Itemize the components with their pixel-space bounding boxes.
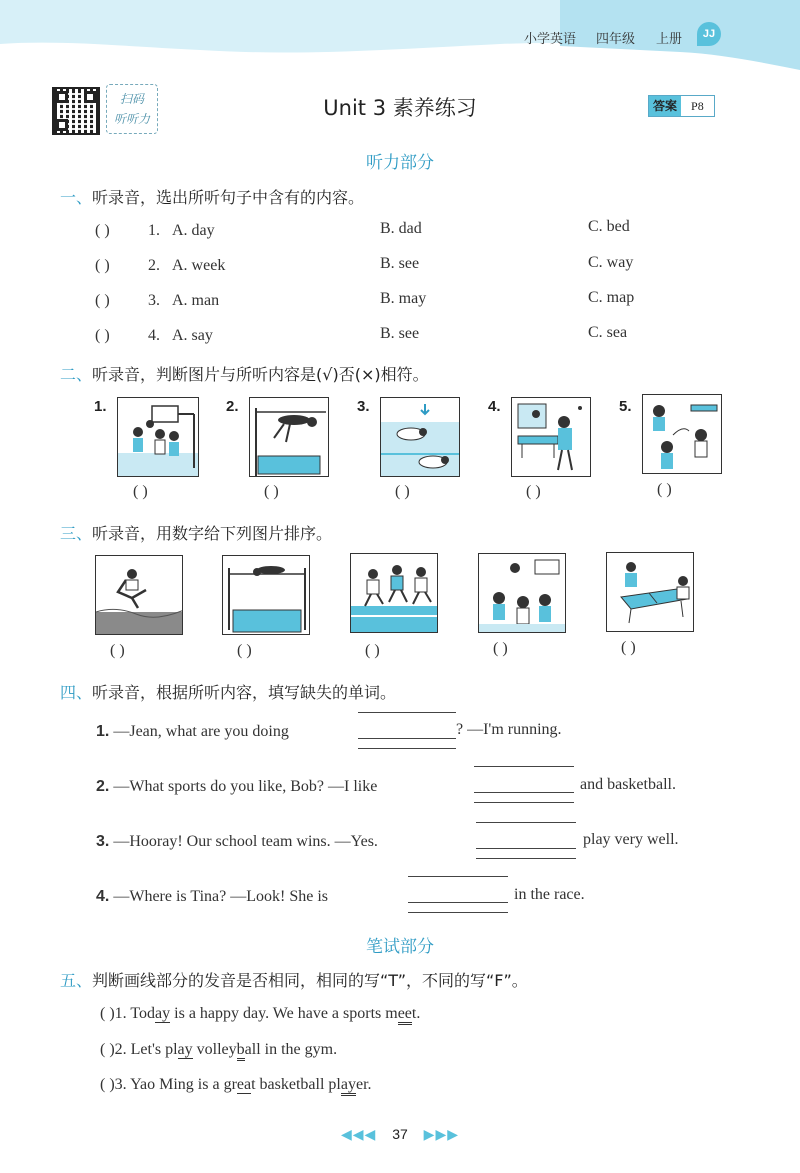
write-line[interactable] — [408, 902, 508, 903]
sentence — [96, 888, 328, 906]
answer-blank[interactable]: ( ) — [395, 483, 410, 500]
text-part: Let's pl — [130, 1041, 178, 1058]
guide-line — [476, 822, 576, 823]
running-picture — [350, 553, 438, 633]
answer-blank[interactable]: ( ) — [621, 639, 636, 656]
underlined-part: b — [237, 1041, 245, 1061]
underlined-part: ay — [155, 1005, 171, 1022]
answer-blank[interactable]: ( ) — [100, 1005, 115, 1022]
answer-blank[interactable]: ( ) — [133, 483, 148, 500]
q5-item — [100, 1041, 337, 1059]
sentence — [96, 723, 289, 741]
answer-blank[interactable]: ( ) — [100, 1041, 115, 1058]
guide-line — [476, 858, 576, 859]
guide-line — [408, 876, 508, 877]
option-a: A. day — [172, 222, 215, 239]
q5-text: 判断画线部分的发音是否相同，相同的写“T”，不同的写“F”。 — [92, 971, 528, 990]
picture-number: 2. — [226, 398, 239, 415]
table-tennis-picture — [511, 397, 591, 477]
option-b: B. dad — [380, 220, 422, 237]
q5-num: 五、 — [60, 971, 93, 990]
answer-blank[interactable]: ( ) — [493, 640, 508, 657]
sentence-after: in the race. — [514, 886, 585, 903]
q5-item — [100, 1005, 420, 1023]
ping-pong-picture — [642, 394, 722, 474]
sentence-after: and basketball. — [580, 776, 676, 793]
sentence-after: play very well. — [583, 831, 679, 848]
header-grade: 四年级 — [596, 32, 636, 47]
picture-number: 1. — [94, 398, 107, 415]
underlined-part: ee — [398, 1005, 412, 1025]
basketball-picture — [478, 553, 566, 633]
q1-heading — [60, 185, 364, 208]
answer-blank[interactable]: ( ) — [110, 642, 125, 659]
item-number: 2. — [148, 257, 160, 274]
text-part: t basketball pl — [251, 1076, 341, 1093]
item-number: 3. — [148, 292, 160, 309]
text-part: Yao Ming is a gr — [130, 1076, 237, 1093]
option-c: C. way — [588, 254, 634, 271]
underlined-part: ay — [177, 1041, 193, 1058]
sentence-before: —Hooray! Our school team wins. —Yes. — [113, 833, 378, 850]
table-tennis-picture — [606, 552, 694, 632]
q1-text: 听录音，选出所听句子中含有的内容。 — [92, 188, 365, 207]
item-number: 1. — [96, 723, 110, 740]
basketball-picture — [117, 397, 199, 477]
sentence-before: —What sports do you like, Bob? —I like — [113, 778, 378, 795]
guide-line — [474, 802, 574, 803]
q2-heading — [60, 362, 429, 385]
page-footer — [0, 1126, 800, 1143]
picture-number: 4. — [488, 398, 501, 415]
high-jump-picture — [222, 555, 310, 635]
option-c: C. bed — [588, 218, 630, 235]
write-line[interactable] — [358, 738, 456, 739]
q5-item — [100, 1076, 372, 1094]
option-a: A. man — [172, 292, 220, 309]
answer-blank[interactable]: ( ) — [264, 483, 279, 500]
answer-blank[interactable]: ( ) — [365, 642, 380, 659]
item-number: 3. — [114, 1076, 127, 1093]
q3-heading — [60, 521, 332, 544]
underlined-part: ay — [341, 1076, 356, 1096]
sentence — [96, 833, 378, 851]
long-jump-picture — [95, 555, 183, 635]
text-part: Tod — [130, 1005, 156, 1022]
text-part: is a happy day. We have a sports m — [170, 1005, 398, 1022]
answer-blank[interactable]: ( ) — [100, 1076, 115, 1093]
option-a: A. week — [172, 257, 226, 274]
option-c: C. map — [588, 289, 635, 306]
scan-line-1: 扫码 — [119, 92, 144, 106]
header-badge: JJ — [697, 22, 721, 46]
option-a: A. say — [172, 327, 213, 344]
page-number: 37 — [392, 1126, 408, 1142]
q5-heading — [60, 968, 528, 991]
write-line[interactable] — [474, 792, 574, 793]
item-number: 1. — [148, 222, 160, 239]
answer-blank[interactable]: ( ) — [95, 292, 110, 309]
answer-blank[interactable]: ( ) — [95, 222, 110, 239]
sentence-before: —Where is Tina? —Look! She is — [113, 888, 328, 905]
answer-blank[interactable]: ( ) — [95, 257, 110, 274]
picture-number: 3. — [357, 398, 370, 415]
text-part: er. — [355, 1076, 372, 1093]
section-listening: 听力部分 — [366, 153, 434, 173]
option-b: B. may — [380, 290, 427, 307]
answer-blank[interactable]: ( ) — [95, 327, 110, 344]
q2-num: 二、 — [60, 365, 93, 384]
sentence — [96, 778, 377, 796]
write-line[interactable] — [476, 848, 576, 849]
scan-line-2: 听听力 — [113, 112, 150, 126]
q1-num: 一、 — [60, 188, 93, 207]
q4-num: 四、 — [60, 683, 93, 702]
high-jump-picture — [249, 397, 329, 477]
header-volume: 上册 — [656, 32, 683, 47]
item-number: 4. — [148, 327, 160, 344]
answer-blank[interactable]: ( ) — [237, 642, 252, 659]
page-title: Unit 3 素养练习 — [323, 96, 477, 120]
sentence-after: ? —I'm running. — [456, 721, 562, 738]
swimming-picture — [380, 397, 460, 477]
text-part: all in the gym. — [244, 1041, 338, 1058]
section-writing: 笔试部分 — [366, 937, 434, 957]
q3-num: 三、 — [60, 524, 93, 543]
answer-page: P8 — [691, 99, 704, 113]
option-b: B. see — [380, 325, 420, 342]
answer-blank[interactable]: ( ) — [657, 481, 672, 498]
underlined-part: ea — [236, 1076, 252, 1093]
prev-arrows-icon[interactable]: ◀◀◀ — [341, 1126, 377, 1142]
item-number: 2. — [96, 778, 110, 795]
answer-label: 答案 — [649, 96, 681, 116]
text-part: volley — [192, 1041, 237, 1058]
picture-number: 5. — [619, 398, 632, 415]
next-arrows-icon[interactable]: ▶▶▶ — [423, 1126, 459, 1142]
item-number: 4. — [96, 888, 110, 905]
header-subject: 小学英语 — [524, 32, 577, 47]
item-number: 1. — [114, 1005, 127, 1022]
q2-text: 听录音，判断图片与所听内容是(√)否(×)相符。 — [92, 365, 429, 384]
guide-line — [474, 766, 574, 767]
q4-heading — [60, 680, 396, 703]
guide-line — [358, 748, 456, 749]
item-number: 2. — [114, 1041, 127, 1058]
option-b: B. see — [380, 255, 420, 272]
q3-text: 听录音，用数字给下列图片排序。 — [92, 524, 333, 543]
guide-line — [358, 712, 456, 713]
item-number: 3. — [96, 833, 110, 850]
option-c: C. sea — [588, 324, 628, 341]
text-part: t. — [411, 1005, 421, 1022]
answer-tag[interactable] — [648, 95, 715, 117]
q4-text: 听录音，根据所听内容，填写缺失的单词。 — [92, 683, 397, 702]
answer-blank[interactable]: ( ) — [526, 483, 541, 500]
guide-line — [408, 912, 508, 913]
sentence-before: —Jean, what are you doing — [113, 723, 289, 740]
